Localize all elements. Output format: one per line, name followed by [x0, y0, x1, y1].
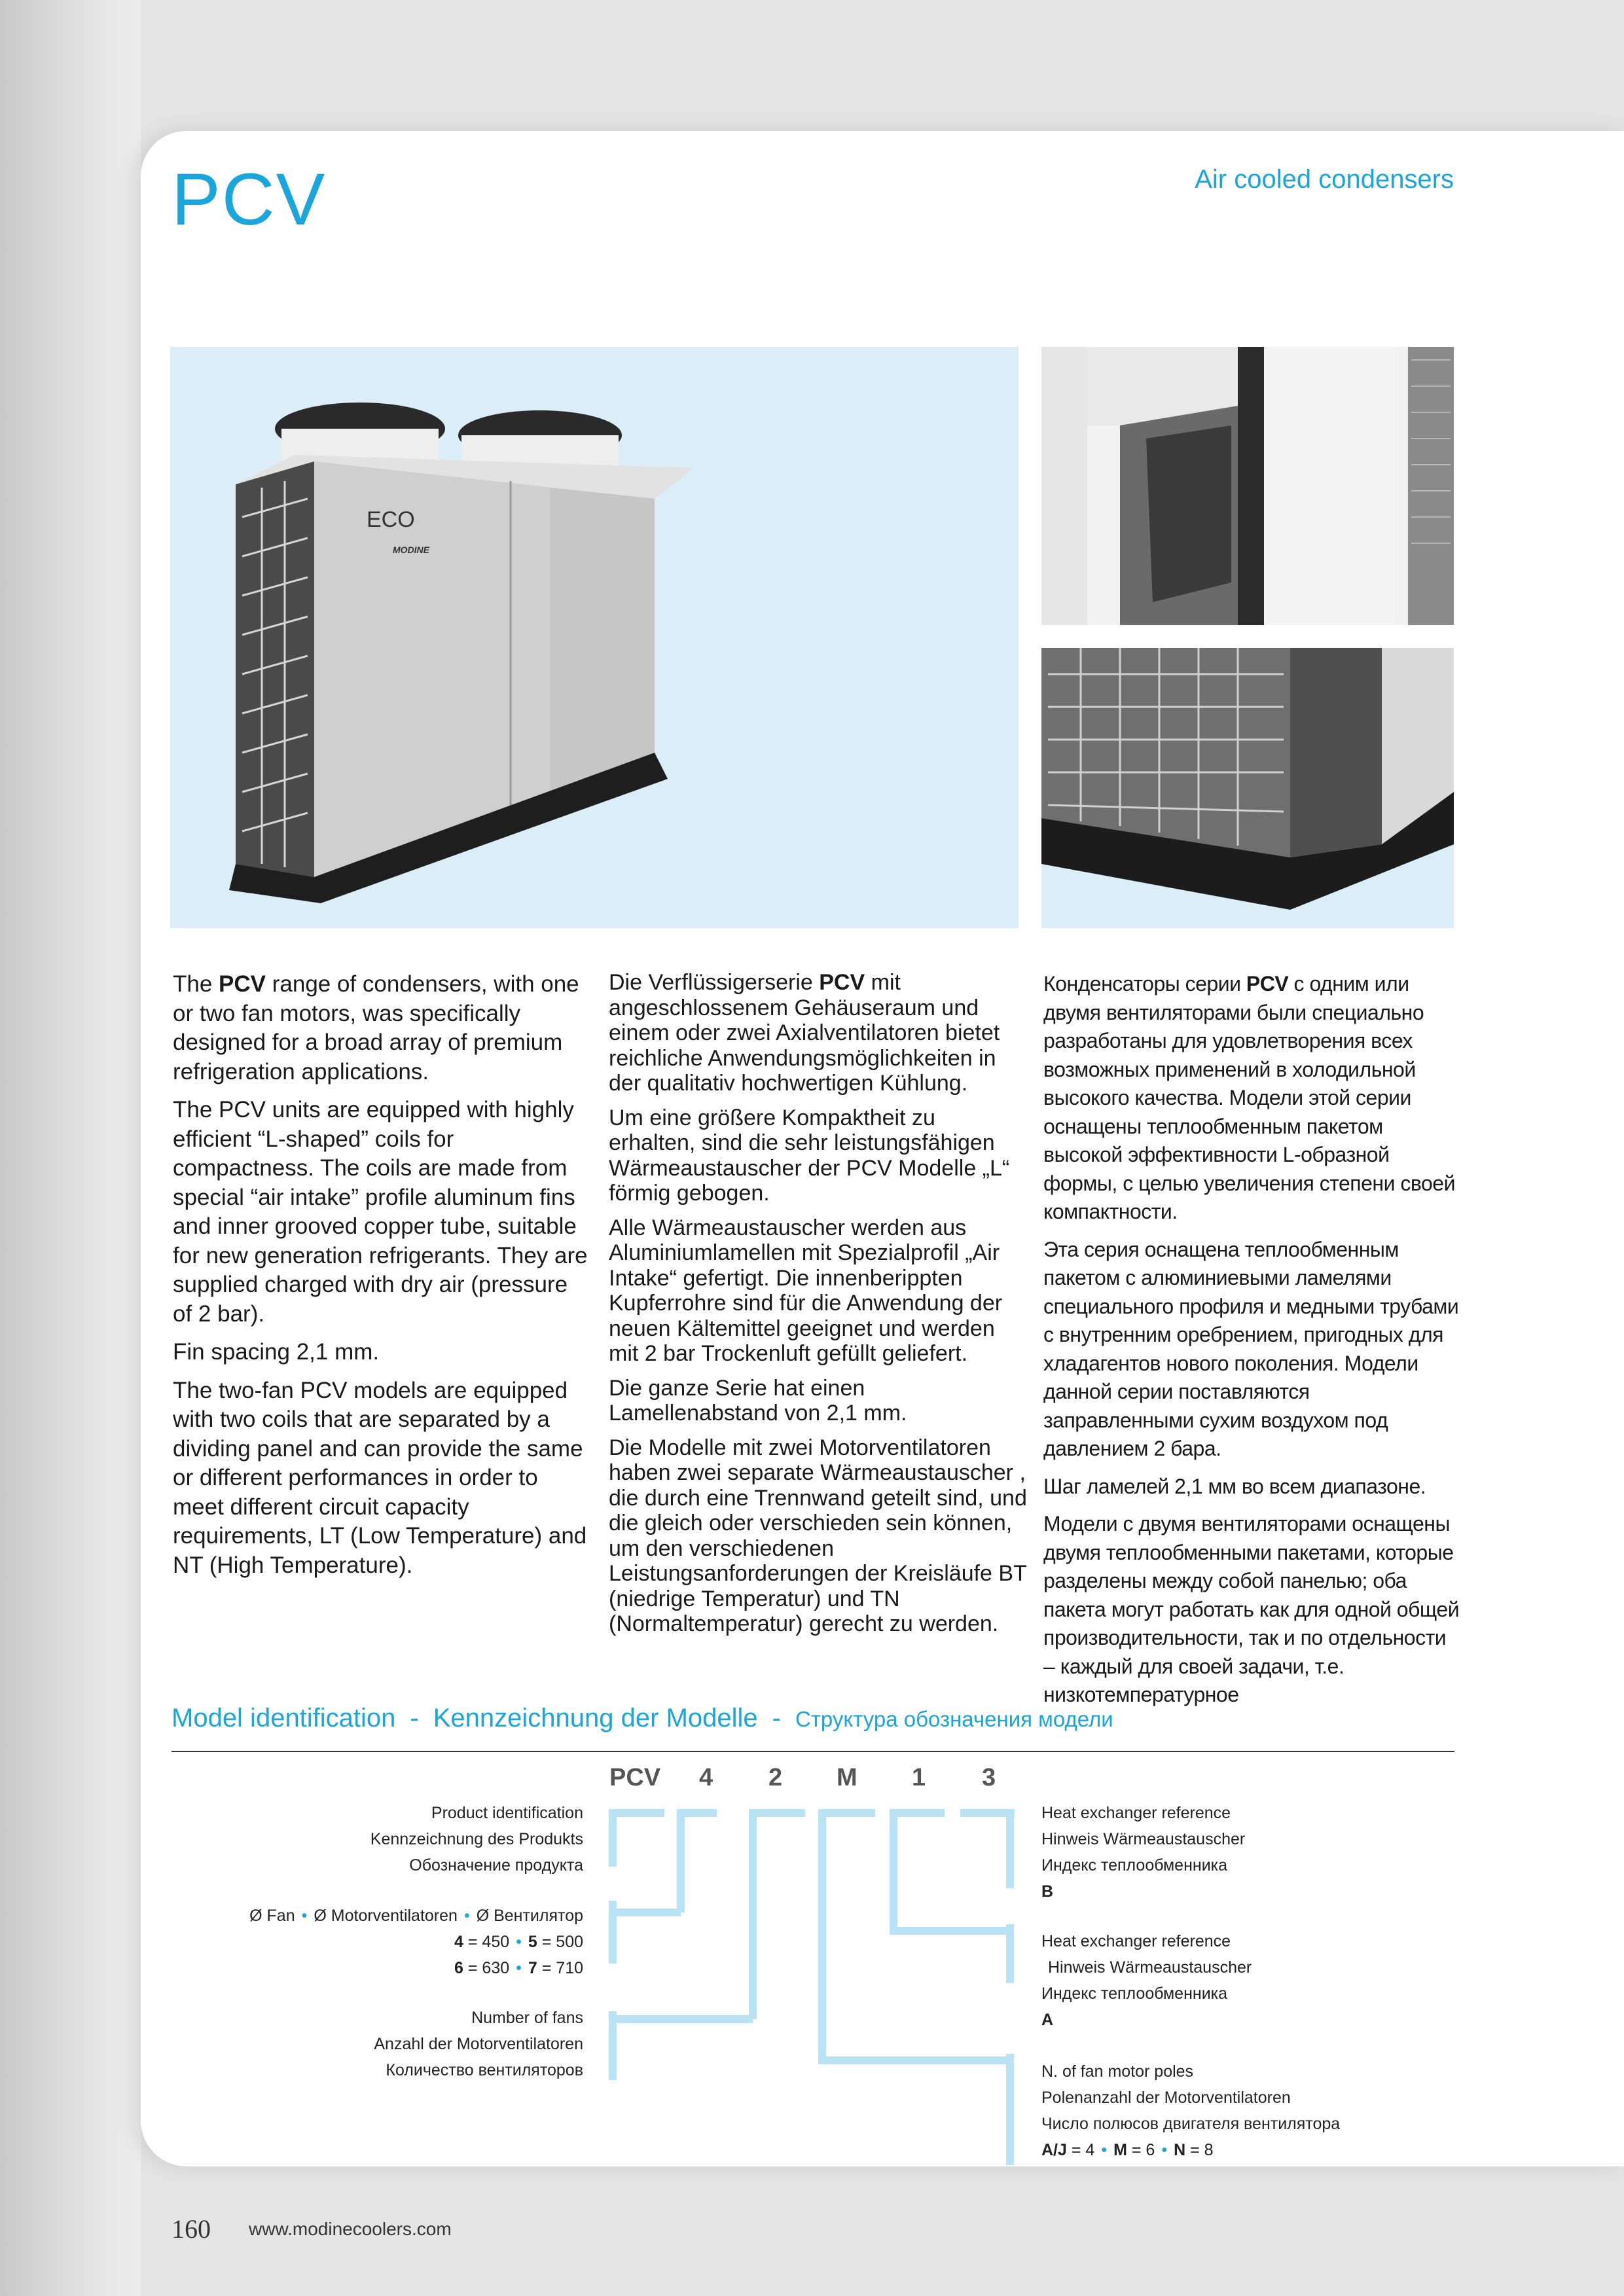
page-title: PCV — [171, 158, 327, 240]
fan-count-labels: Number of fans Anzahl der Motorventilatoren Количество вентиляторов — [374, 2009, 583, 2079]
eco-label: ECO — [367, 507, 415, 532]
ru-paragraph-1: Конденсаторы серии PCV с одним или двумя вентиляторами были специально разработаны для удовлетворения всех возможных применений в холодильной высокого качества. Модели этой серии оснащены теплообменным пакетом высокой эффективности L-образной формы, с целью увеличения степени своей компактности. — [1043, 972, 1455, 1223]
code-fan-count: 2 — [768, 1764, 783, 1791]
footer-url[interactable]: www.modinecoolers.com — [249, 2219, 452, 2239]
page-subtitle: Air cooled condensers — [1195, 165, 1454, 194]
code-poles: M — [837, 1764, 857, 1791]
hx-a-labels: Heat exchanger reference Hinweis Wärmeaustauscher Индекс теплообменника A — [1041, 1932, 1252, 2029]
de-paragraph-5: Die Modelle mit zwei Motorventilatoren haben zwei separate Wärmeaustauscher , die durch eine Trennwand geteilt sind, und die gleich oder verschieden sein können, um den verschiedenen Leistungsanforderungen der Kreisläufe BT (niedrige Temperatur) und TN (Normaltemperatur) gerecht zu werden. — [609, 1435, 1027, 1636]
ru-paragraph-4: Модели с двумя вентиляторами оснащены двумя теплообменными пакетами, которые разделены между собой панелью; оба пакета могут работать как для одной общей производительности, так и по отдельности – каждый для своей задачи, т.е. низкотемпературное — [1043, 1512, 1460, 1706]
page-number: 160 — [171, 2214, 211, 2244]
de-paragraph-1: Die Verflüssigerserie PCV mit angeschlossenem Gehäuseraum und einem oder zwei Axialventilatoren bietet reichliche Anwendungsmöglichkeiten in der qualitativ hochwertigen Kühlung. — [609, 970, 1000, 1096]
de-paragraph-3: Alle Wärmeaustauscher werden aus Aluminiumlamellen mit Spezialprofil „Air Intake“ gefertigt. Die innenberippten Kupferrohre sind für die Anwendung der neuen Kältemittel geeignet und werden mit 2 bar Trockenluft gefüllt geliefert. — [609, 1215, 1003, 1366]
product-identification-labels: Product identification Kennzeichnung des Produkts Обозначение продукта — [370, 1804, 583, 1874]
model-identification-header: Model identification - Kennzeichnung der Modelle - Структура обозначения модели — [171, 1704, 1113, 1732]
brand-label: MODINE — [393, 545, 429, 555]
ru-paragraph-2: Эта серия оснащена теплообменным пакетом с алюминиевыми ламелями специального профиля и медными трубами с внутренним оребрением, пригодных для хладагентов нового поколения. Модели данной серии поставляются заправленными сухим воздухом под давлением 2 бара. — [1043, 1237, 1459, 1460]
fan-diameter-labels: Ø Fan • Ø Motorventilatoren • Ø Вентилятор 4 = 450 • 5 = 500 6 = 630 • 7 = 710 — [249, 1907, 583, 1977]
hx-b-labels: Heat exchanger reference Hinweis Wärmeaustauscher Индекс теплообменника B — [1041, 1804, 1246, 1901]
ru-paragraph-3: Шаг ламелей 2,1 мм во всем диапазоне. — [1043, 1474, 1426, 1498]
en-paragraph-1: The PCV range of condensers, with one or two fan motors, was specifically designed for a broad array of premium refrigeration applications. — [173, 971, 579, 1085]
code-hx-b: 3 — [982, 1764, 996, 1791]
de-paragraph-2: Um eine größere Kompaktheit zu erhalten, sind die sehr leistungsfähigen Wärmeaustauscher der PCV Modelle „L“ förmig gebogen. — [609, 1105, 1010, 1206]
fan-poles-labels: N. of fan motor poles Polenanzahl der Motorventilatoren Число полюсов двигателя вентилятора A/J = 4 • M = 6 • N = 8 — [1041, 2062, 1341, 2159]
en-paragraph-2: The PCV units are equipped with highly efficient “L-shaped” coils for compactness. The coils are made from special “air intake” profile aluminum fins and inner grooved copper tube, suitable for new generation refrigerants. They are supplied charged with dry air (pressure of 2 bar). — [173, 1097, 588, 1327]
code-fan-diameter: 4 — [699, 1764, 713, 1791]
code-hx-a: 1 — [912, 1764, 926, 1791]
de-paragraph-4: Die ganze Serie hat einen Lamellenabstand von 2,1 mm. — [609, 1375, 907, 1426]
code-pcv: PCV — [609, 1764, 661, 1791]
en-paragraph-4: The two-fan PCV models are equipped with two coils that are separated by a dividing panel and can provide the same or different performances in order to meet different circuit capacity requirements, LT (Low Temperature) and NT (High Temperature). — [173, 1377, 587, 1578]
en-paragraph-3: Fin spacing 2,1 mm. — [173, 1339, 380, 1365]
